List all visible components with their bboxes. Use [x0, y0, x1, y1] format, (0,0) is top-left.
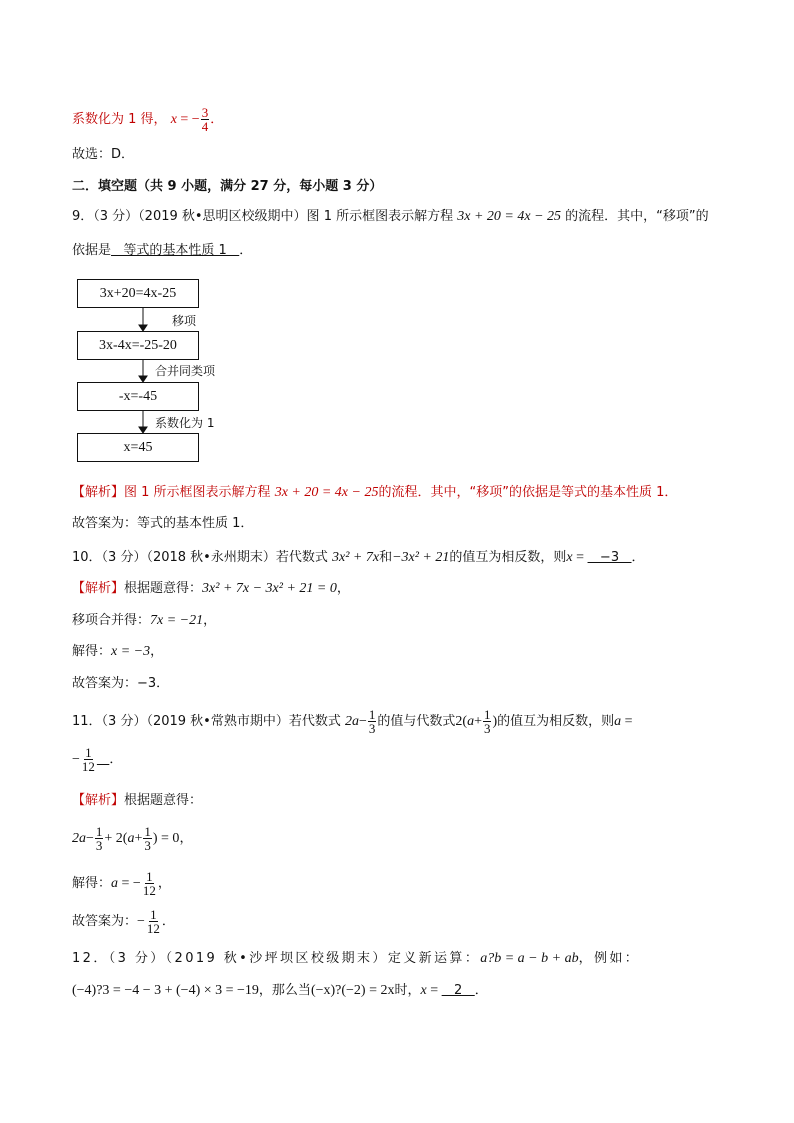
- flow-step-1: 移项: [172, 314, 197, 328]
- q10-analysis-eq: 3x² + 7x − 3x² + 21 = 0: [202, 581, 337, 596]
- q11-head: 11．（3 分）（2019 秋•常熟市期中）若代数式: [72, 714, 341, 729]
- q11-mid: 的值与代数式: [377, 714, 456, 729]
- q11-step2-label: 解得：: [72, 876, 112, 891]
- section-title: 二．填空题（共 9 小题，满分 27 分，每小题 3 分）: [72, 179, 383, 194]
- q12-line2: (−4)?3 = −4 − 3 + (−4) × 3 = −19，那么当(−x)?(−2) = 2x时，x = 2 ．: [72, 983, 488, 998]
- prev-choice-line: 故选：D．: [72, 147, 135, 162]
- q11-answer: 故答案为：− $\frac{1}{12}$ ．: [72, 907, 175, 936]
- q9-analysis-post: 的流程．其中，“移项”的依据是等式的基本性质 1．: [378, 485, 678, 500]
- answer-fraction: $\frac{1}{12}$: [81, 745, 95, 774]
- flow-box-4: x=45: [77, 433, 199, 462]
- q10-line1: 10．（3 分）（2018 秋•永州期末）若代数式 3x² + 7x和−3x² + 21的值互为相反数，则x = −3 ．: [72, 550, 645, 565]
- q12-mid: ，那么当: [258, 983, 311, 998]
- q12-head: 12．（3 分）（2019 秋•沙坪坝区校级期末）定义新运算：: [72, 951, 481, 966]
- analysis-tag: 【解析】: [72, 581, 125, 596]
- q11-line1: 11．（3 分）（2019 秋•常熟市期中）若代数式 2a− $\frac{1}{3}$ 的值与代数式2(a+ $\frac{1}{3}$ )的值互为相反数，则a =: [72, 707, 633, 736]
- q10-answer-blank: −3: [587, 550, 632, 565]
- q12-tail: 时，: [394, 983, 421, 998]
- q12-definition: a?b = a − b + ab: [480, 951, 579, 966]
- prev-step-text: 系数化为 1 得，: [72, 112, 167, 127]
- q9-analysis-pre: 图 1 所示框图表示解方程: [124, 485, 275, 500]
- q11-analysis-text: 根据题意得：: [124, 793, 203, 808]
- q12-example-expr: (−4)?3 = −4 − 3 + (−4) × 3 = −19: [72, 983, 259, 998]
- q11-analysis: [72, 792, 202, 810]
- q10-expr2: −3x² + 21: [392, 550, 450, 565]
- q10-step2: 解得：x = −3，: [72, 644, 164, 659]
- q10-analysis-text: 根据题意得：: [124, 581, 203, 596]
- q11-line2: − $\frac{1}{12}$ ．: [72, 745, 123, 774]
- q10-tail: 的值互为相反数，则: [449, 550, 567, 565]
- q10-answer: 故答案为：−3．: [72, 676, 170, 691]
- q12-condition: (−x)?(−2) = 2x: [310, 983, 395, 998]
- q11-tail: 的值互为相反数，则: [497, 714, 615, 729]
- analysis-tag: 【解析】: [72, 485, 125, 500]
- q9-head: 9．（3 分）（2019 秋•思明区校级期中）图 1 所示框图表示解方程: [72, 209, 454, 224]
- prev-answer-line: 系数化为 1 得， x = − $\frac{3}{4}$ ．: [72, 105, 224, 134]
- q10-mid: 和: [379, 550, 393, 565]
- q9-tail: 的流程．其中，“移项”的: [565, 209, 709, 224]
- analysis-tag: 【解析】: [72, 793, 125, 808]
- q10-step2-eq: x = −3: [111, 644, 151, 659]
- prev-step-math: x: [170, 112, 177, 127]
- q9-analysis-eq: 3x + 20 = 4x − 25: [274, 485, 379, 500]
- q10-step1-eq: 7x = −21: [150, 613, 204, 628]
- q9-line2-post: ．: [239, 243, 253, 258]
- fraction: $\frac{1}{3}$: [483, 707, 491, 736]
- q10-step2-label: 解得：: [72, 644, 112, 659]
- q9-equation: 3x + 20 = 4x − 25: [457, 209, 562, 224]
- flow-box-2: 3x-4x=-25-20: [77, 331, 199, 360]
- fraction: $\frac{1}{3}$: [368, 707, 376, 736]
- q10-expr1: 3x² + 7x: [331, 550, 380, 565]
- q10-step1: 移项合并得：7x = −21，: [72, 613, 217, 628]
- q9-analysis: [72, 484, 677, 502]
- q10-analysis: 【解析】根据题意得：3x² + 7x − 3x² + 21 = 0，: [72, 581, 350, 596]
- flow-box-3: -x=-45: [77, 382, 199, 411]
- q9-answer-blank: 等式的基本性质 1: [111, 243, 240, 258]
- q11-answer-label: 故答案为：: [72, 914, 138, 929]
- q11-step2: 解得：a = − $\frac{1}{12}$ ，: [72, 869, 171, 898]
- flow-box-1: 3x+20=4x-25: [77, 279, 199, 308]
- q12-line1: [72, 950, 640, 968]
- q11-eq: 2a− $\frac{1}{3}$ + 2(a+ $\frac{1}{3}$ ) = 0，: [72, 824, 193, 853]
- q10-head: 10．（3 分）（2018 秋•永州期末）若代数式: [72, 550, 328, 565]
- fraction: $\frac{3}{4}$: [201, 105, 209, 134]
- flow-step-2: 合并同类项: [155, 364, 216, 378]
- flow-step-3: 系数化为 1: [155, 416, 215, 430]
- q9-line2-pre: 依据是: [72, 243, 112, 258]
- q12-answer-blank: 2: [441, 983, 475, 998]
- q9-answer: 故答案为：等式的基本性质 1．: [72, 516, 254, 531]
- q12-example-label: ，例如：: [578, 951, 641, 966]
- q10-step1-label: 移项合并得：: [72, 613, 151, 628]
